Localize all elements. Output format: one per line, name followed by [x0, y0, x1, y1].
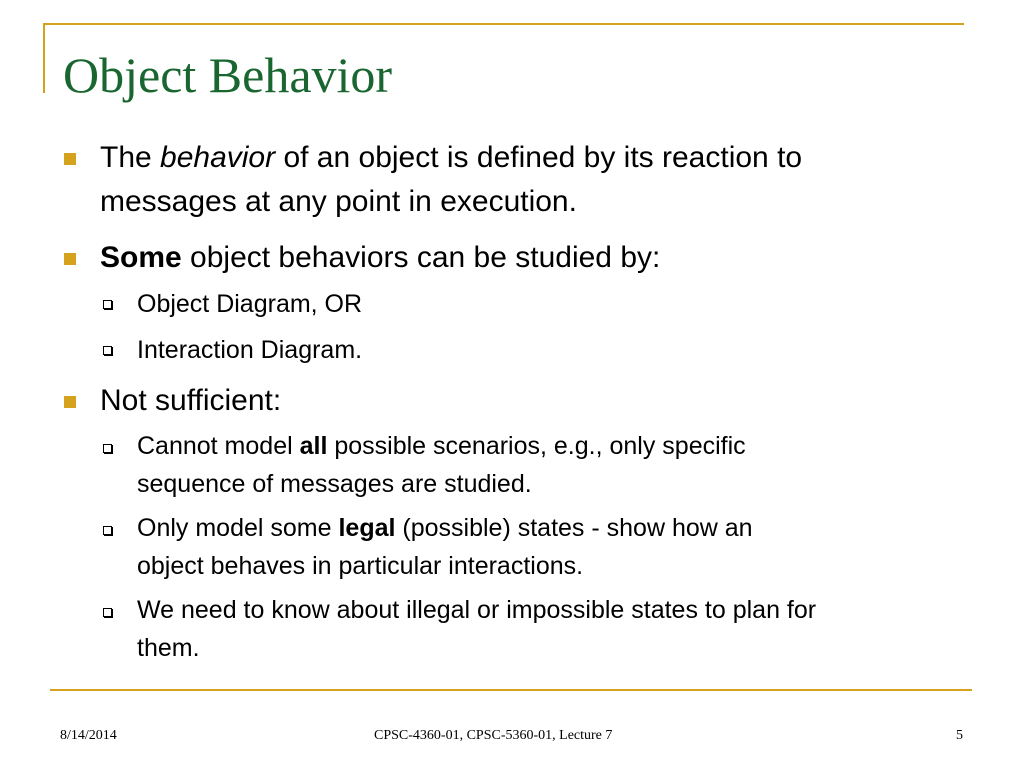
bullet-3-line: Not sufficient:: [100, 384, 282, 417]
frame-top-line: [43, 23, 964, 25]
bullet-3-sub-1-line-1: [137, 427, 746, 465]
bullet-3-sub-2-line-2: object behaves in particular interactions.: [137, 552, 584, 580]
bullet-2-sub-1: Object Diagram, OR: [137, 290, 363, 318]
square-bullet-icon: [64, 153, 76, 165]
hollow-square-bullet-icon: [103, 444, 112, 453]
square-bullet-icon: [64, 253, 76, 265]
frame-left-line: [43, 23, 45, 93]
bullet-2-sub-2: Interaction Diagram.: [137, 336, 363, 364]
footer-date: 8/14/2014: [60, 728, 117, 743]
square-bullet-icon: [64, 396, 76, 408]
bullet-1-emphasis: behavior: [160, 141, 276, 174]
sub-2-bold: legal: [338, 514, 396, 542]
bullet-1-line-1: [100, 136, 802, 180]
bullet-1-text-post: of an object is defined by its reaction to: [275, 141, 803, 174]
bullet-1-line-2: messages at any point in execution.: [100, 185, 577, 218]
sub-2-text-pre: Only model some: [137, 514, 339, 542]
bullet-3-sub-3-line-1: We need to know about illegal or impossible states to plan for: [137, 596, 817, 624]
sub-1-bold: all: [299, 432, 328, 460]
bullet-3-sub-3-line-2: them.: [137, 634, 200, 662]
footer-course: CPSC-4360-01, CPSC-5360-01, Lecture 7: [374, 728, 613, 743]
hollow-square-bullet-icon: [103, 526, 112, 535]
bullet-3-sub-2-line-1: [137, 509, 753, 547]
sub-1-text-pre: Cannot model: [137, 432, 300, 460]
bullet-2-bold: Some: [100, 241, 182, 274]
hollow-square-bullet-icon: [103, 608, 112, 617]
footer-divider-line: [50, 689, 972, 691]
sub-1-text-post: possible scenarios, e.g., only specific: [327, 432, 746, 460]
hollow-square-bullet-icon: [103, 300, 112, 309]
sub-2-text-post: (possible) states - show how an: [395, 514, 753, 542]
bullet-3-sub-1-line-2: sequence of messages are studied.: [137, 470, 532, 498]
bullet-2-line: [100, 236, 660, 280]
footer-page-number: 5: [956, 728, 963, 743]
bullet-2-text: object behaviors can be studied by:: [181, 241, 661, 274]
hollow-square-bullet-icon: [103, 346, 112, 355]
slide-title: Object Behavior: [63, 47, 393, 103]
bullet-1-text-pre: The: [100, 141, 161, 174]
